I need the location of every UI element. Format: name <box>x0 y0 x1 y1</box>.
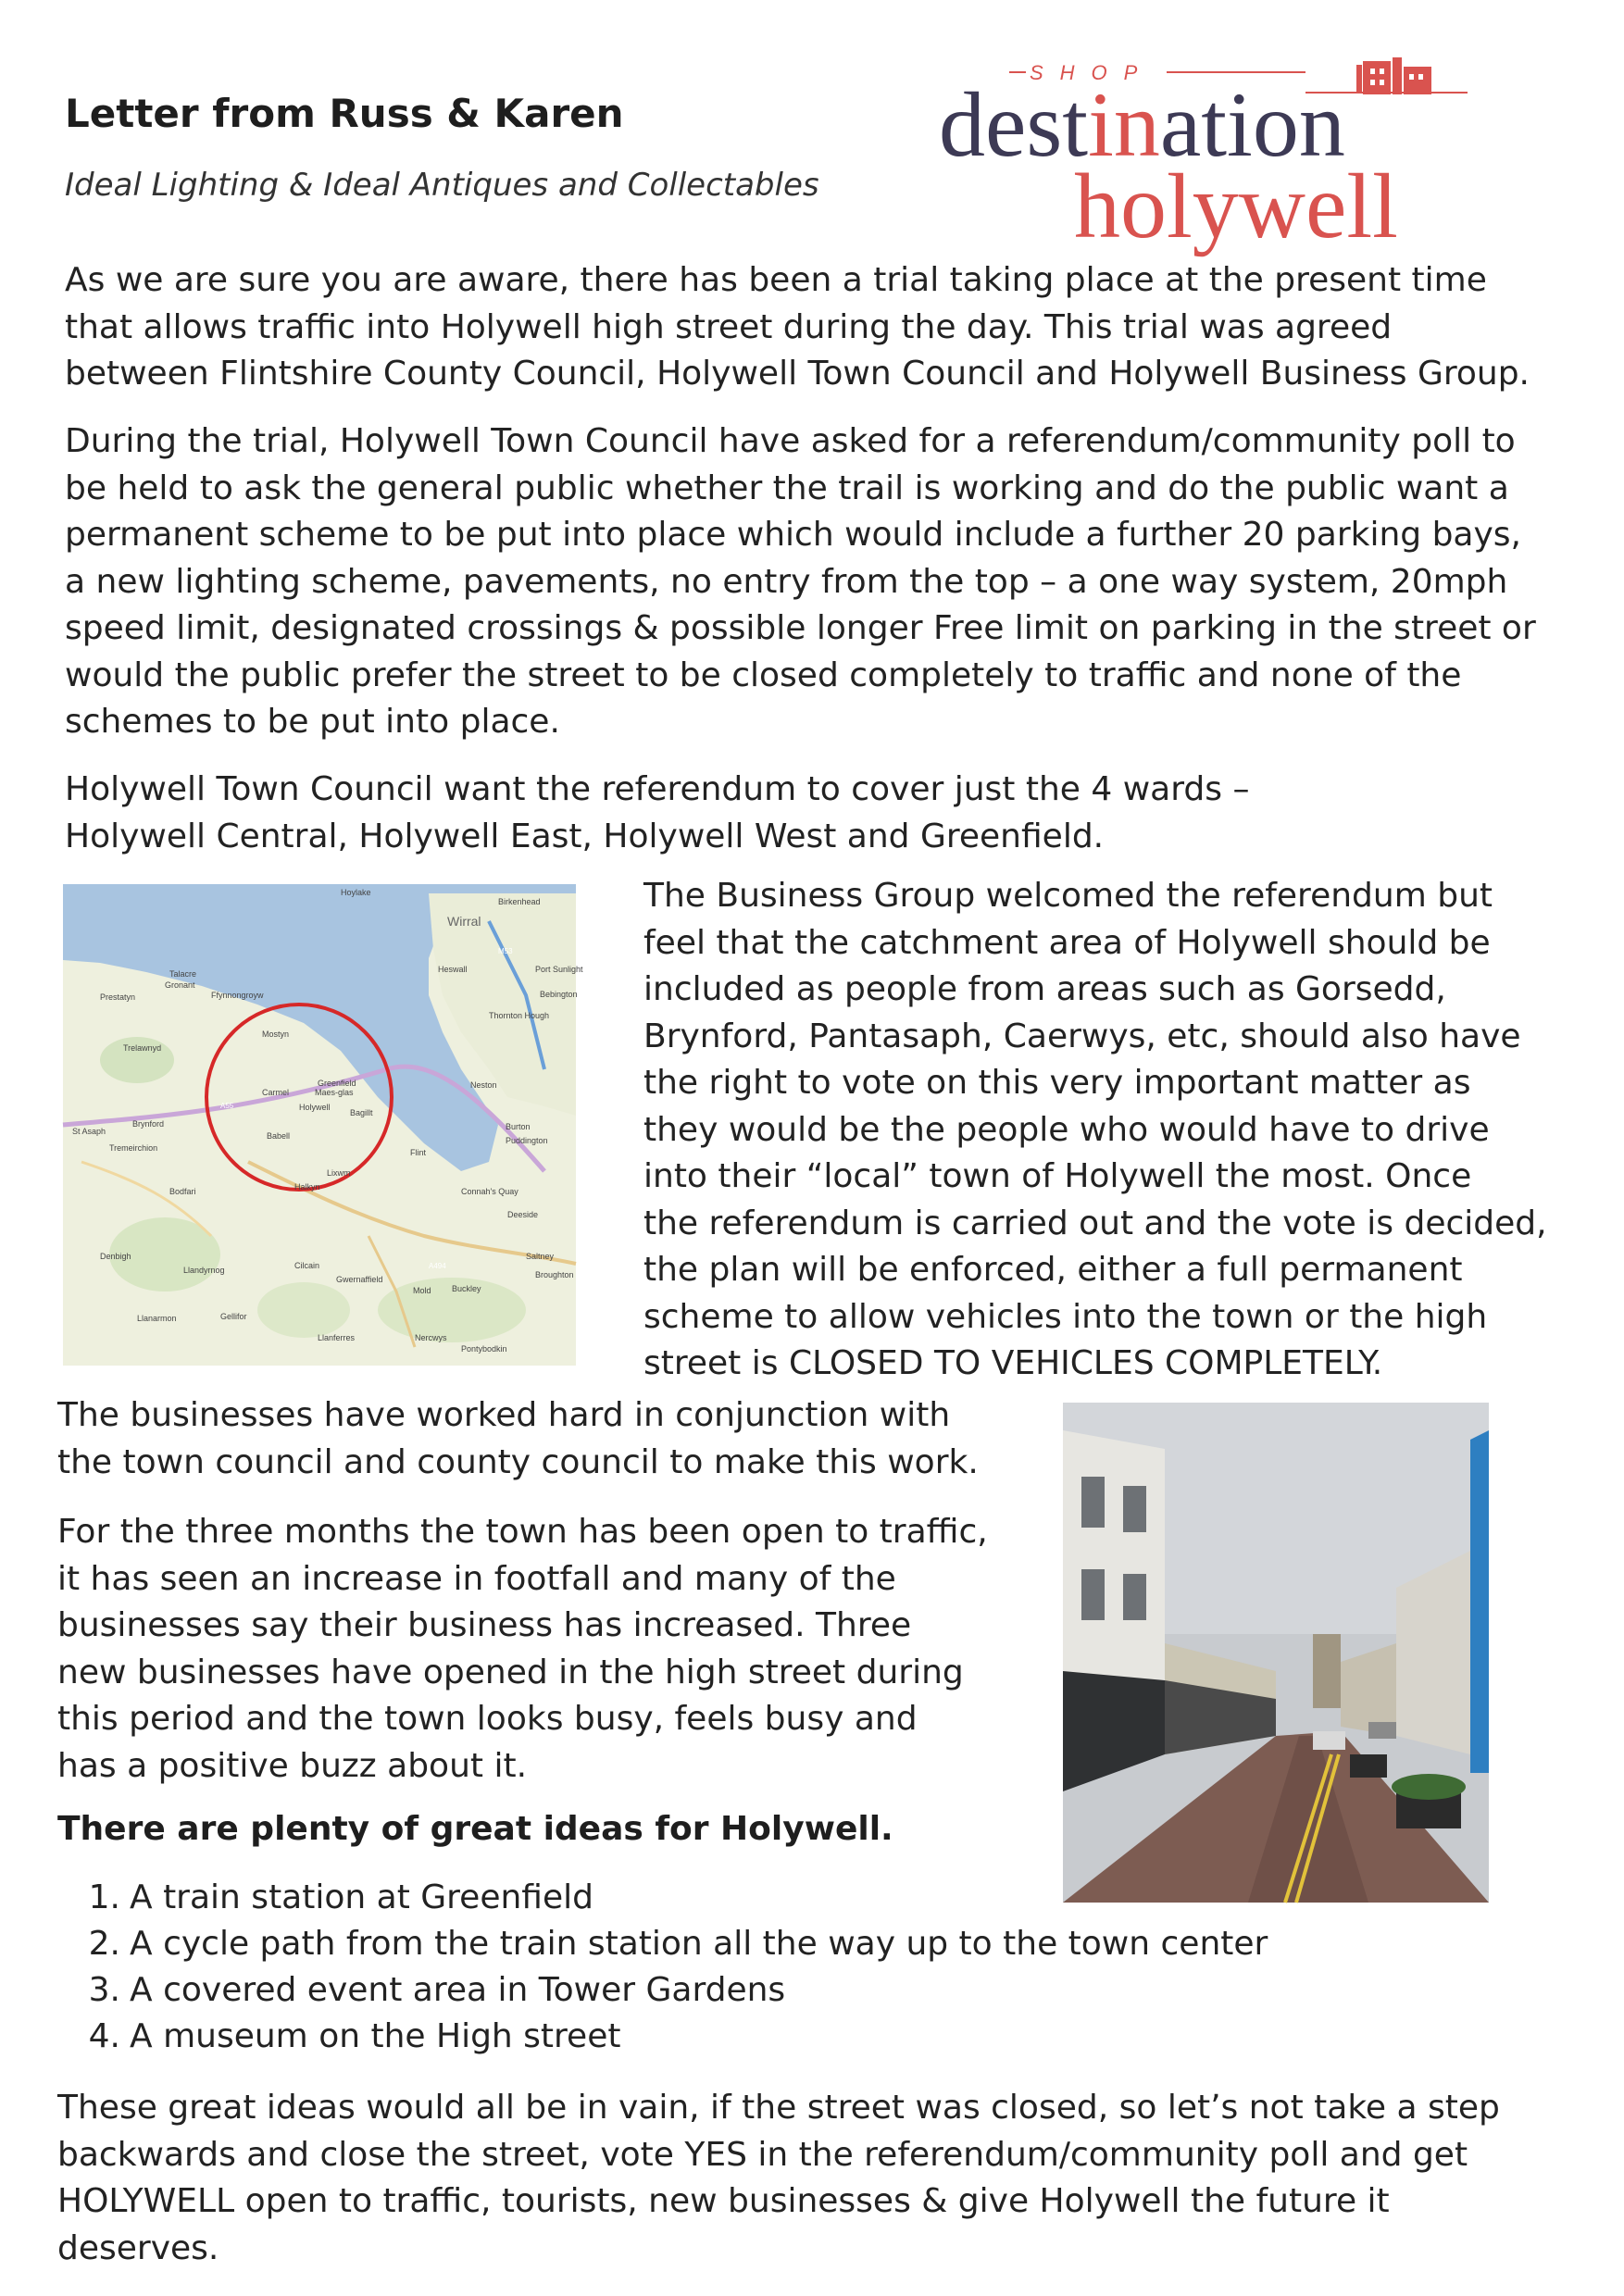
text-line: into their “local” town of Holywell the most. Once <box>643 1157 1472 1195</box>
svg-text:Wirral: Wirral <box>447 914 481 929</box>
svg-text:Burton: Burton <box>506 1122 531 1131</box>
svg-text:Halkyn: Halkyn <box>294 1182 320 1192</box>
list-number: 4. <box>88 2017 120 2055</box>
svg-text:Gwernaffield: Gwernaffield <box>336 1275 383 1284</box>
svg-text:Brynford: Brynford <box>132 1119 165 1129</box>
svg-text:Llandyrnog: Llandyrnog <box>183 1266 225 1275</box>
svg-text:Thornton Hough: Thornton Hough <box>489 1011 550 1020</box>
text-line: For the three months the town has been open to traffic, <box>57 1513 988 1551</box>
svg-text:A494: A494 <box>429 1262 446 1270</box>
text-line: As we are sure you are aware, there has been a trial taking place at the present time <box>65 261 1487 299</box>
list-text: A museum on the High street <box>130 2017 621 2055</box>
list-text: A covered event area in Tower Gardens <box>130 1971 786 2009</box>
logo-word-dest: dest <box>939 73 1089 176</box>
list-item <box>65 1967 1268 2014</box>
list-text: A train station at Greenfield <box>130 1878 593 1916</box>
svg-text:Pontybodkin: Pontybodkin <box>461 1344 507 1354</box>
text-line: would the public prefer the street to be closed completely to traffic and none of the <box>65 655 1462 694</box>
list-item <box>65 2014 1268 2060</box>
svg-text:Maes-glas: Maes-glas <box>315 1088 354 1097</box>
list-item <box>65 1875 1268 1921</box>
text-line: speed limit, designated crossings & possible longer Free limit on parking in the street or <box>65 609 1536 647</box>
svg-text:St Asaph: St Asaph <box>72 1127 106 1136</box>
list-number: 2. <box>88 1925 120 1963</box>
building-icon <box>1356 57 1431 94</box>
svg-text:Greenfield: Greenfield <box>318 1079 356 1088</box>
map-graphic <box>63 884 583 1366</box>
text-line: that allows traffic into Holywell high street during the day. This trial was agreed <box>65 307 1393 346</box>
letter-title: Letter from Russ & Karen <box>65 91 624 136</box>
paragraph-closing <box>57 2085 1500 2272</box>
svg-text:Nercwys: Nercwys <box>415 1333 447 1342</box>
paragraph-trial-intro <box>65 257 1530 398</box>
svg-text:Prestatyn: Prestatyn <box>100 992 136 1002</box>
text-line: they would be the people who would have to drive <box>643 1110 1490 1149</box>
text-line: the referendum is carried out and the vote is decided, <box>643 1204 1547 1242</box>
text-line: street is CLOSED TO VEHICLES COMPLETELY. <box>643 1344 1383 1382</box>
svg-text:Mostyn: Mostyn <box>262 1029 290 1039</box>
text-line: HOLYWELL open to traffic, tourists, new businesses & give Holywell the future it <box>57 2182 1390 2220</box>
text-line: permanent scheme to be put into place which would include a further 20 parking bays, <box>65 516 1521 554</box>
svg-text:Mold: Mold <box>413 1286 431 1295</box>
paragraph-business-group <box>643 873 1547 1388</box>
logo-word-holywell: holywell <box>1074 155 1398 257</box>
svg-text:Bagillt: Bagillt <box>350 1108 373 1117</box>
svg-text:Saltney: Saltney <box>526 1252 555 1261</box>
text-line: it has seen an increase in footfall and many of the <box>57 1559 896 1598</box>
catchment-area-map <box>63 884 583 1366</box>
svg-text:A55: A55 <box>220 1102 234 1110</box>
svg-text:M53: M53 <box>498 947 513 955</box>
svg-text:Hoylake: Hoylake <box>341 888 371 897</box>
ideas-list <box>65 1875 1268 2060</box>
svg-text:Carmel: Carmel <box>262 1088 290 1097</box>
svg-text:Birkenhead: Birkenhead <box>498 897 541 906</box>
photo-graphic <box>1063 1403 1489 1903</box>
svg-text:Lixwm: Lixwm <box>327 1168 351 1178</box>
svg-text:Llanferres: Llanferres <box>318 1333 356 1342</box>
text-line: has a positive buzz about it. <box>57 1746 528 1785</box>
text-line: included as people from areas such as Gorsedd, <box>643 970 1446 1008</box>
svg-text:Denbigh: Denbigh <box>100 1252 131 1261</box>
svg-text:Tremeirchion: Tremeirchion <box>109 1143 158 1153</box>
list-text: A cycle path from the train station all the way up to the town center <box>130 1925 1268 1963</box>
paragraph-three-months <box>57 1509 988 1790</box>
svg-text:Ffynnongroyw: Ffynnongroyw <box>211 991 264 1000</box>
svg-text:Heswall: Heswall <box>438 965 468 974</box>
svg-text:Flint: Flint <box>410 1148 427 1157</box>
text-line: Holywell Central, Holywell East, Holywell West and Greenfield. <box>65 817 1105 855</box>
svg-text:Gronant: Gronant <box>165 980 195 990</box>
paragraph-referendum-details <box>65 418 1536 746</box>
svg-text:Trelawnyd: Trelawnyd <box>123 1043 162 1053</box>
text-line: the town council and county council to make this work. <box>57 1442 979 1481</box>
text-line: the plan will be enforced, either a full permanent <box>643 1251 1463 1289</box>
text-line: this period and the town looks busy, feels busy and <box>57 1700 918 1738</box>
text-line: new businesses have opened in the high street during <box>57 1653 964 1691</box>
svg-text:Gellifor: Gellifor <box>220 1312 247 1321</box>
text-line: The Business Group welcomed the referendum but <box>643 877 1493 915</box>
svg-text:Connah's Quay: Connah's Quay <box>461 1187 518 1196</box>
text-line: The businesses have worked hard in conjunction with <box>57 1396 951 1434</box>
logo-word-ation: ation <box>1159 73 1345 176</box>
logo-graphic <box>935 56 1481 259</box>
list-item <box>65 1921 1268 1967</box>
text-line: Holywell Town Council want the referendum to cover just the 4 wards – <box>65 770 1250 808</box>
text-line: deserves. <box>57 2228 219 2267</box>
destination-holywell-logo <box>935 56 1481 259</box>
text-line: businesses say their business has increased. Three <box>57 1606 912 1644</box>
text-line: scheme to allow vehicles into the town or the high <box>643 1297 1488 1336</box>
svg-text:Cilcain: Cilcain <box>294 1261 320 1270</box>
text-line: a new lighting scheme, pavements, no entry from the top – a one way system, 20mph <box>65 562 1508 601</box>
text-line: the right to vote on this very important matter as <box>643 1064 1471 1102</box>
list-number: 3. <box>88 1971 120 2009</box>
ideas-heading: There are plenty of great ideas for Holywell. <box>57 1810 893 1848</box>
text-line: These great ideas would all be in vain, if the street was closed, so let’s not take a step <box>57 2089 1500 2127</box>
paragraph-businesses-worked <box>57 1392 979 1486</box>
svg-text:Deeside: Deeside <box>507 1210 539 1219</box>
text-line: be held to ask the general public whether the trail is working and do the public want a <box>65 468 1509 507</box>
letter-subtitle: Ideal Lighting & Ideal Antiques and Collectables <box>65 167 819 204</box>
logo-word-in: in <box>1088 73 1160 176</box>
text-line: schemes to be put into place. <box>65 703 560 741</box>
svg-text:Broughton: Broughton <box>535 1270 574 1279</box>
svg-text:Holywell: Holywell <box>299 1103 331 1112</box>
svg-text:Puddington: Puddington <box>506 1136 548 1145</box>
svg-text:Llanarmon: Llanarmon <box>137 1314 177 1323</box>
text-line: During the trial, Holywell Town Council have asked for a referendum/community poll to <box>65 422 1516 460</box>
svg-text:Bodfari: Bodfari <box>169 1187 196 1196</box>
svg-text:Neston: Neston <box>470 1080 497 1090</box>
svg-text:Babell: Babell <box>267 1131 291 1141</box>
paragraph-wards <box>65 767 1249 860</box>
text-line: between Flintshire County Council, Holywell Town Council and Holywell Business Group. <box>65 355 1530 393</box>
svg-text:Bebington: Bebington <box>540 990 578 999</box>
svg-text:Port Sunlight: Port Sunlight <box>535 965 583 974</box>
svg-text:Buckley: Buckley <box>452 1284 481 1293</box>
high-street-photo <box>1063 1403 1489 1903</box>
list-number: 1. <box>88 1878 120 1916</box>
text-line: feel that the catchment area of Holywell should be <box>643 923 1491 962</box>
svg-text:Talacre: Talacre <box>169 969 197 979</box>
text-line: backwards and close the street, vote YES in the referendum/community poll and get <box>57 2135 1468 2174</box>
logo-shop-text: SHOP <box>1030 61 1155 84</box>
text-line: Brynford, Pantasaph, Caerwys, etc, should also have <box>643 1017 1521 1055</box>
